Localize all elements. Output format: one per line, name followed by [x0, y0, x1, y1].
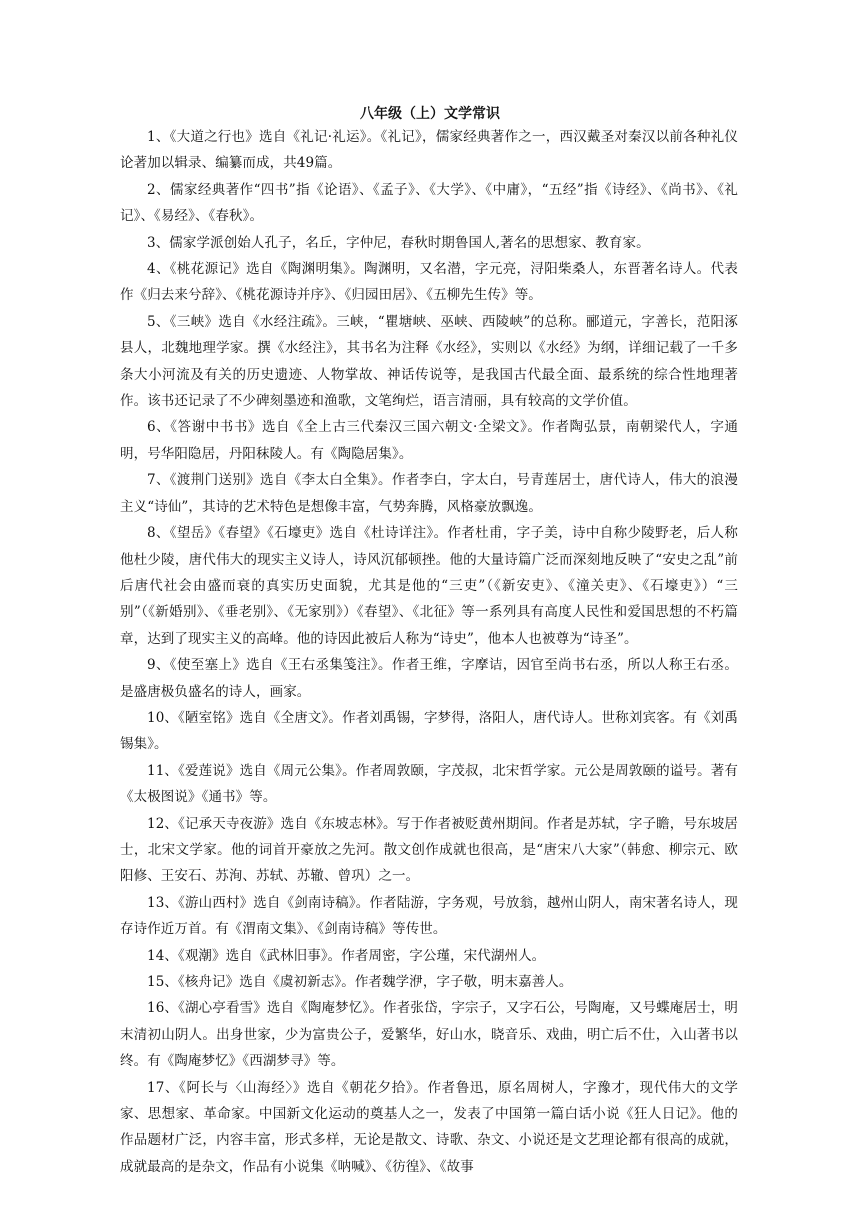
paragraph: 3、儒家学派创始人孔子，名丘，字仲尼，春秋时期鲁国人,著名的思想家、教育家。: [147, 234, 650, 251]
paragraph: 13、《游山西村》选自《剑南诗稿》。作者陆游，字务观，号放翁，越州山阴人，南宋著名诗人，现存诗作近万首。有《渭南文集》、《剑南诗稿》等传世。: [120, 894, 738, 938]
paragraph: 5、《三峡》选自《水经注疏》。三峡，“瞿塘峡、巫峡、西陵峡”的总称。郦道元，字善长，范阳涿县人，北魏地理学家。撰《水经注》，其书名为注释《水经》，实则以《水经》为纲，详细记载了一千多条大小河流及有关的历史遗迹、人物掌故、神话传说等，是我国古代最全面、最系统的综合性地理著作。该书还记录了不少碑刻墨迹和渔歌，文笔绚烂，语言清丽，具有较高的文学价值。: [120, 313, 738, 410]
paragraph: 8、《望岳》《春望》《石壕吏》选自《杜诗详注》。作者杜甫，字子美，诗中自称少陵野老，后人称他杜少陵，唐代伟大的现实主义诗人，诗风沉郁顿挫。他的大量诗篇广泛而深刻地反映了“安史之乱”前后唐代社会由盛而衰的真实历史面貌，尤其是他的“三吏”（《新安吏》、《潼关吏》、《石壕吏》）“三别”（《新婚别》、《垂老别》、《无家别》）《春望》、《北征》等一系列具有高度人民性和爱国思想的不朽篇章，达到了现实主义的高峰。他的诗因此被后人称为“诗史”，他本人也被尊为“诗圣”。: [120, 525, 738, 647]
paragraph: 1、《大道之行也》选自《礼记·礼运》。《礼记》，儒家经典著作之一，西汉戴圣对秦汉以前各种礼仪论著加以辑录、编纂而成，共49篇。: [120, 129, 738, 172]
paragraph: 7、《渡荆门送别》选自《李太白全集》。作者李白，字太白，号青莲居士，唐代诗人，伟大的浪漫主义“诗仙”，其诗的艺术特色是想像丰富，气势奔腾，风格豪放飘逸。: [120, 472, 738, 515]
paragraph: 15、《核舟记》选自《虞初新志》。作者魏学洢，字子敬，明末嘉善人。: [147, 974, 573, 990]
paragraph: 17、《阿长与〈山海经〉》选自《朝花夕拾》。作者鲁迅，原名周树人，字豫才，现代伟大的文学家、思想家、革命家。中国新文化运动的奠基人之一，发表了中国第一篇白话小说《狂人日记》。他的作品题材广泛，内容丰富，形式多样，无论是散文、诗歌、杂文、小说还是文艺理论都有很高的成就，成就最高的是杂文，作品有小说集《呐喊》、《彷徨》、《故事: [120, 1079, 738, 1175]
document-title: 八年级（上）文学常识: [360, 106, 500, 122]
paragraph: 9、《使至塞上》选自《王右丞集笺注》。作者王维，字摩诘，因官至尚书右丞，所以人称王右丞。是盛唐极负盛名的诗人，画家。: [120, 657, 738, 700]
paragraph: 10、《陋室铭》选自《全唐文》。作者刘禹锡，字梦得，洛阳人，唐代诗人。世称刘宾客。有《刘禹锡集》。: [120, 709, 738, 753]
paragraph: 12、《记承天寺夜游》选自《东坡志林》。写于作者被贬黄州期间。作者是苏轼，字子瞻，号东坡居士，北宋文学家。他的词首开豪放之先河。散文创作成就也很高，是“唐宋八大家”（韩愈、柳宗元、欧阳修、王安石、苏洵、苏轼、苏辙、曾巩）之一。: [120, 815, 738, 885]
paragraph: 2、儒家经典著作“四书”指《论语》、《孟子》、《大学》、《中庸》，“五经”指《诗经》、《尚书》、《礼记》、《易经》、《春秋》。: [120, 181, 738, 225]
paragraph: 16、《湖心亭看雪》选自《陶庵梦忆》。作者张岱，字宗子，又字石公，号陶庵，又号蝶庵居士，明末清初山阴人。出身世家，少为富贵公子，爱繁华，好山水，晓音乐、戏曲，明亡后不仕，入山著书以终。有《陶庵梦忆》《西湖梦寻》等。: [120, 1000, 738, 1070]
paragraph: 6、《答谢中书书》选自《全上古三代秦汉三国六朝文·全梁文》。作者陶弘景，南朝梁代人，字通明，号华阳隐居，丹阳秣陵人。有《陶隐居集》。: [120, 419, 738, 462]
paragraph: 4、《桃花源记》选自《陶渊明集》。陶渊明，又名潜，字元亮，浔阳柴桑人，东晋著名诗人。代表作《归去来兮辞》、《桃花源诗并序》、《归园田居》、《五柳先生传》等。: [120, 261, 738, 304]
paragraph: 14、《观潮》选自《武林旧事》。作者周密，字公瑾，宋代湖州人。: [147, 947, 546, 964]
document-body: [120, 124, 738, 1180]
paragraph: 11、《爱莲说》选自《周元公集》。作者周敦颐，字茂叔，北宋哲学家。元公是周敦颐的谥号。著有《太极图说》《通书》等。: [120, 762, 738, 806]
